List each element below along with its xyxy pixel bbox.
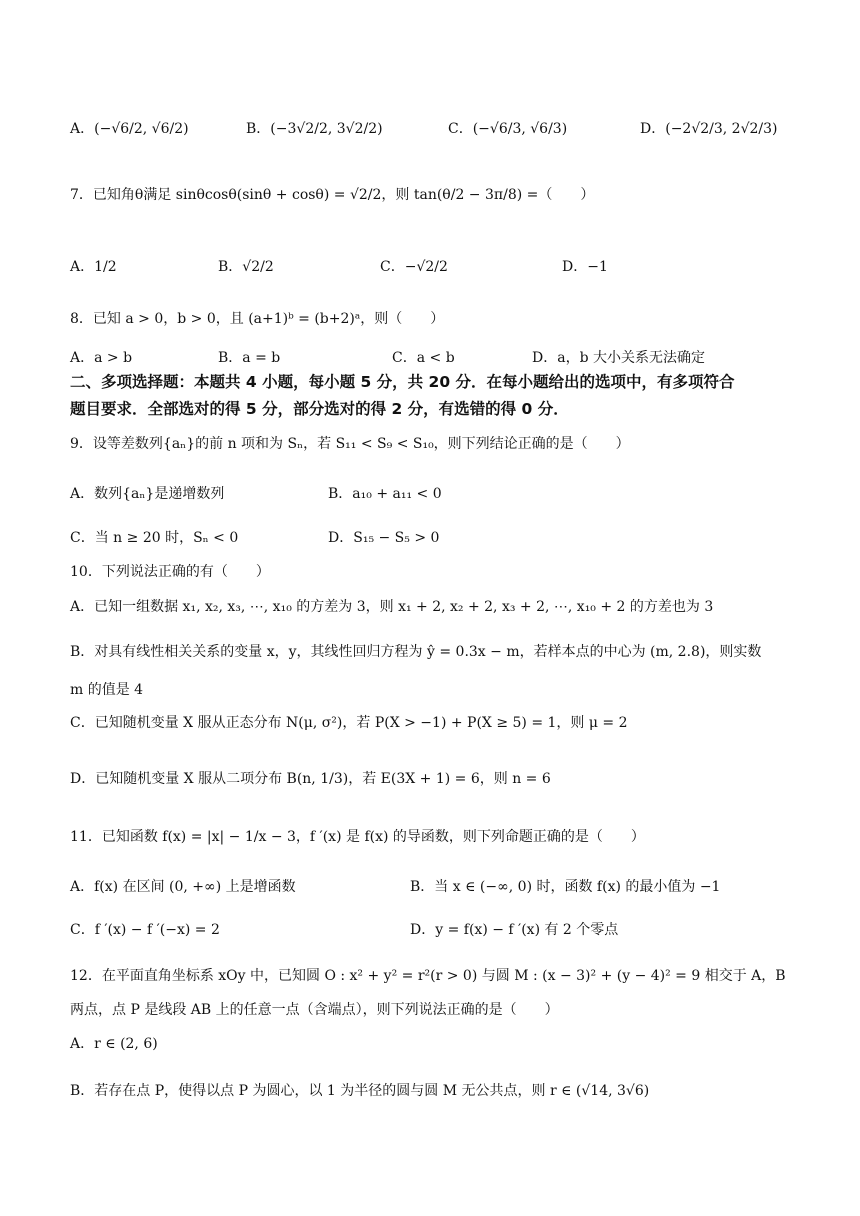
q11-option-d[interactable]: D．y = f(x) − f ′(x) 有 2 个零点 bbox=[410, 922, 619, 938]
q6-option-b[interactable]: B．(−3√2/2, 3√2/2) bbox=[246, 121, 383, 137]
q9-stem: 9．设等差数列{aₙ}的前 n 项和为 Sₙ，若 S₁₁ < S₉ < S₁₀，则下列结论正确的是（ ） bbox=[70, 436, 630, 452]
q10-option-d[interactable]: D．已知随机变量 X 服从二项分布 B(n, 1/3)，若 E(3X + 1) = 6，则 n = 6 bbox=[70, 771, 551, 787]
q9-option-d[interactable]: D．S₁₅ − S₅ > 0 bbox=[328, 530, 440, 546]
q12-option-a[interactable]: A．r ∈ (2, 6) bbox=[70, 1036, 158, 1052]
q6-option-c[interactable]: C．(−√6/3, √6/3) bbox=[448, 121, 568, 137]
q8-option-b[interactable]: B．a = b bbox=[218, 350, 281, 366]
q9-option-c[interactable]: C．当 n ≥ 20 时，Sₙ < 0 bbox=[70, 530, 239, 546]
q9-option-a[interactable]: A．数列{aₙ}是递增数列 bbox=[70, 486, 225, 502]
q9-option-b[interactable]: B．a₁₀ + a₁₁ < 0 bbox=[328, 486, 442, 502]
q11-option-a[interactable]: A．f(x) 在区间 (0, +∞) 上是增函数 bbox=[70, 879, 296, 895]
q12-stem-line2: 两点，点 P 是线段 AB 上的任意一点（含端点），则下列说法正确的是（ ） bbox=[70, 1002, 559, 1018]
q10-option-b-line1[interactable]: B．对具有线性相关关系的变量 x，y，其线性回归方程为 ŷ = 0.3x − m，若样本点的中心为 (m, 2.8)，则实数 bbox=[70, 644, 762, 660]
q8-option-d[interactable]: D．a，b 大小关系无法确定 bbox=[532, 350, 705, 366]
section-heading-line2: 题目要求．全部选对的得 5 分，部分选对的得 2 分，有选错的得 0 分． bbox=[70, 400, 569, 418]
q11-option-c[interactable]: C．f ′(x) − f ′(−x) = 2 bbox=[70, 922, 220, 938]
q12-stem-line1: 12．在平面直角坐标系 xOy 中，已知圆 O : x² + y² = r²(r > 0) 与圆 M : (x − 3)² + (y − 4)² = 9 相交于 A，B bbox=[70, 968, 786, 984]
section-heading-line1: 二、多项选择题：本题共 4 小题，每小题 5 分，共 20 分．在每小题给出的选项中，有多项符合 bbox=[70, 373, 735, 391]
q6-option-a[interactable]: A．(−√6/2, √6/2) bbox=[70, 121, 189, 137]
q8-option-c[interactable]: C．a < b bbox=[392, 350, 455, 366]
q7-option-a[interactable]: A．1/2 bbox=[70, 259, 117, 275]
q7-option-c[interactable]: C．−√2/2 bbox=[380, 259, 448, 275]
q7-option-b[interactable]: B．√2/2 bbox=[218, 259, 274, 275]
q8-option-a[interactable]: A．a > b bbox=[70, 350, 133, 366]
q8-stem: 8．已知 a > 0，b > 0，且 (a+1)ᵇ = (b+2)ᵃ，则（ ） bbox=[70, 311, 445, 327]
q10-stem: 10．下列说法正确的有（ ） bbox=[70, 564, 270, 580]
q12-option-b[interactable]: B．若存在点 P，使得以点 P 为圆心，以 1 为半径的圆与圆 M 无公共点，则 r ∈ (√14, 3√6) bbox=[70, 1083, 650, 1099]
q6-option-d[interactable]: D．(−2√2/3, 2√2/3) bbox=[640, 121, 778, 137]
q11-option-b[interactable]: B．当 x ∈ (−∞, 0) 时，函数 f(x) 的最小值为 −1 bbox=[410, 879, 721, 895]
q10-option-b-line2: m 的值是 4 bbox=[70, 682, 144, 698]
q10-option-a[interactable]: A．已知一组数据 x₁, x₂, x₃, ⋯, x₁₀ 的方差为 3，则 x₁ + 2, x₂ + 2, x₃ + 2, ⋯, x₁₀ + 2 的方差也为 3 bbox=[70, 599, 714, 615]
q10-option-c[interactable]: C．已知随机变量 X 服从正态分布 N(μ, σ²)，若 P(X > −1) + P(X ≥ 5) = 1，则 μ = 2 bbox=[70, 715, 628, 731]
q11-stem: 11．已知函数 f(x) = |x| − 1/x − 3，f ′(x) 是 f(x) 的导函数，则下列命题正确的是（ ） bbox=[70, 829, 645, 845]
q7-option-d[interactable]: D．−1 bbox=[562, 259, 608, 275]
q7-stem: 7．已知角θ满足 sinθcosθ(sinθ + cosθ) = √2/2，则 tan(θ/2 − 3π/8) =（ ） bbox=[70, 187, 595, 203]
